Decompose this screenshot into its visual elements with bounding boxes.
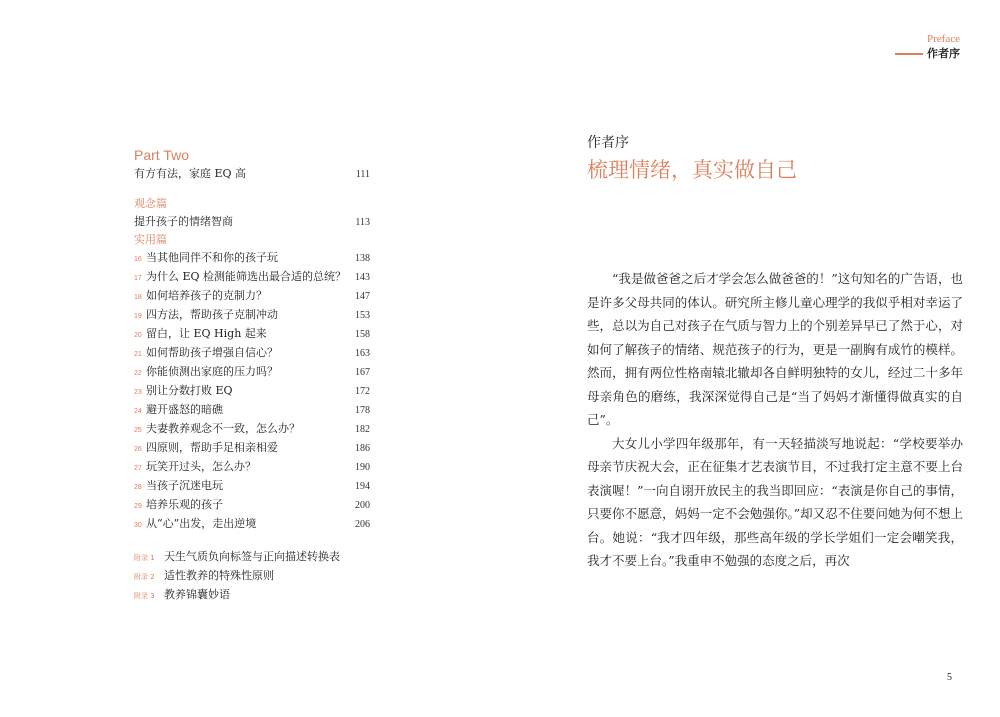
toc-page: 143: [355, 272, 370, 283]
toc-number: 27: [134, 465, 142, 472]
toc-number: 22: [134, 370, 142, 377]
appendix-number: 附录 1: [134, 554, 155, 562]
paragraph: “我是做爸爸之后才学会怎么做爸爸的！”这句知名的广告语，也是许多父母共同的体认。研究所主修儿童心理学的我似乎相对幸运了些，总以为自己对孩子在气质与智力上的个别差异早已了然于心，对如何了解孩子的情绪、规范孩子的行为，更是一副胸有成竹的模样。然而，拥有两位性格南辕北辙却各自鲜明独特的女儿，经过二十多年母亲角色的磨练，我深深觉得自己是“当了妈妈才渐懂得做真实的自己”。: [587, 271, 963, 427]
preface-body: [587, 267, 963, 573]
toc-number: 24: [134, 408, 142, 415]
toc-number: 20: [134, 332, 142, 339]
toc-title: 留白，让 EQ High 起来: [146, 327, 267, 340]
toc-number: 26: [134, 446, 142, 453]
appendix-title: 天生气质负向标签与正向描述转换表: [164, 550, 340, 563]
toc-page: 158: [355, 329, 370, 340]
running-header: [895, 33, 960, 60]
toc-row: [134, 438, 370, 457]
toc-number: 29: [134, 503, 142, 510]
toc-row: [134, 248, 370, 267]
toc-title: 为什么 EQ 检测能筛选出最合适的总统？: [146, 270, 347, 283]
toc-page: 178: [355, 405, 370, 416]
paragraph: 大女儿小学四年级那年，有一天轻描淡写地说起：“学校要举办母亲节庆祝大会，正在征集才艺表演节目，不过我打定主意不要上台表演喔！”一向自诩开放民主的我当即回应：“表演是你自己的事情，只要你不愿意，妈妈一定不会勉强你。”却又忍不住要问她为何不想上台。她说：“我才四年级，那些高年级的学长学姐们一定会嘲笑我，我才不要上台。”我重申不勉强的态度之后，再次: [587, 435, 963, 568]
appendix-title: 教养锦囊妙语: [164, 588, 230, 601]
toc-page: 113: [355, 217, 370, 228]
toc-title: 培养乐观的孩子: [146, 498, 223, 511]
appendix-row: [134, 585, 370, 604]
toc-number: 28: [134, 484, 142, 491]
toc-title: 你能侦测出家庭的压力吗？: [146, 365, 278, 378]
toc-row: [134, 457, 370, 476]
header-rule: [895, 53, 923, 55]
toc-title: 提升孩子的情绪智商: [134, 215, 233, 228]
toc-row: [134, 286, 370, 305]
toc-number: 25: [134, 427, 142, 434]
toc-number: 17: [134, 275, 142, 282]
toc-title: 别让分数打败 EQ: [146, 384, 233, 397]
toc-row: [134, 305, 370, 324]
toc-number: 23: [134, 389, 142, 396]
toc-row: [134, 495, 370, 514]
toc-row: [134, 267, 370, 286]
toc-title: 当孩子沉迷电玩: [146, 479, 223, 492]
header-zh-row: [895, 47, 960, 60]
toc-page: 206: [355, 519, 370, 530]
toc-page: 147: [355, 291, 370, 302]
toc-number: 21: [134, 351, 142, 358]
toc-row: [134, 476, 370, 495]
toc-title: 避开盛怒的暗礁: [146, 403, 223, 416]
toc-row: [134, 324, 370, 343]
toc-number: 18: [134, 294, 142, 301]
practice-heading: 实用篇: [134, 233, 167, 246]
toc-page: 194: [355, 481, 370, 492]
toc-number: 30: [134, 522, 142, 529]
toc-row: [134, 514, 370, 533]
toc-page: 186: [355, 443, 370, 454]
preface-heading-block: [587, 133, 963, 185]
toc-number: 19: [134, 313, 142, 320]
toc-page: 167: [355, 367, 370, 378]
toc-row: [134, 362, 370, 381]
toc-title: 四原则，帮助手足相亲相爱: [146, 441, 278, 454]
toc-title: 如何培养孩子的克制力？: [146, 289, 267, 302]
appendix-row: [134, 566, 370, 585]
toc-title: 从“心”出发，走出逆境: [146, 517, 257, 530]
toc-row: [134, 400, 370, 419]
page-number: 5: [947, 672, 952, 683]
table-of-contents: [134, 146, 370, 604]
toc-page: 172: [355, 386, 370, 397]
toc-page: 163: [355, 348, 370, 359]
toc-row: [134, 381, 370, 400]
toc-title: 四方法，帮助孩子克制冲动: [146, 308, 278, 321]
preface-label: 作者序: [587, 135, 629, 151]
toc-page: 182: [355, 424, 370, 435]
appendix-number: 附录 2: [134, 573, 155, 581]
toc-page: 138: [355, 253, 370, 264]
toc-title: 当其他同伴不和你的孩子玩: [146, 251, 278, 264]
toc-row: [134, 343, 370, 362]
part-title: Part Two: [134, 147, 189, 163]
part-subtitle: 有方有法，家庭 EQ 高: [134, 167, 247, 180]
part-page: 111: [355, 169, 370, 180]
header-chinese: 作者序: [927, 47, 960, 60]
toc-page: 200: [355, 500, 370, 511]
toc-page: 153: [355, 310, 370, 321]
concept-heading: 观念篇: [134, 197, 167, 210]
part-subtitle-row: [134, 164, 370, 183]
toc-number: 16: [134, 256, 142, 263]
toc-row: [134, 419, 370, 438]
toc-page: 190: [355, 462, 370, 473]
toc-title: 夫妻教养观念不一致，怎么办？: [146, 422, 300, 435]
appendix-title: 适性教养的特殊性原则: [164, 569, 274, 582]
toc-title: 玩笑开过头，怎么办？: [146, 460, 256, 473]
toc-title: 如何帮助孩子增强自信心？: [146, 346, 278, 359]
header-english: Preface: [927, 33, 960, 45]
toc-row-concept: [134, 212, 370, 231]
preface-title: 梳理情绪，真实做自己: [587, 158, 797, 182]
appendix-number: 附录 3: [134, 592, 155, 600]
appendix-row: [134, 547, 370, 566]
